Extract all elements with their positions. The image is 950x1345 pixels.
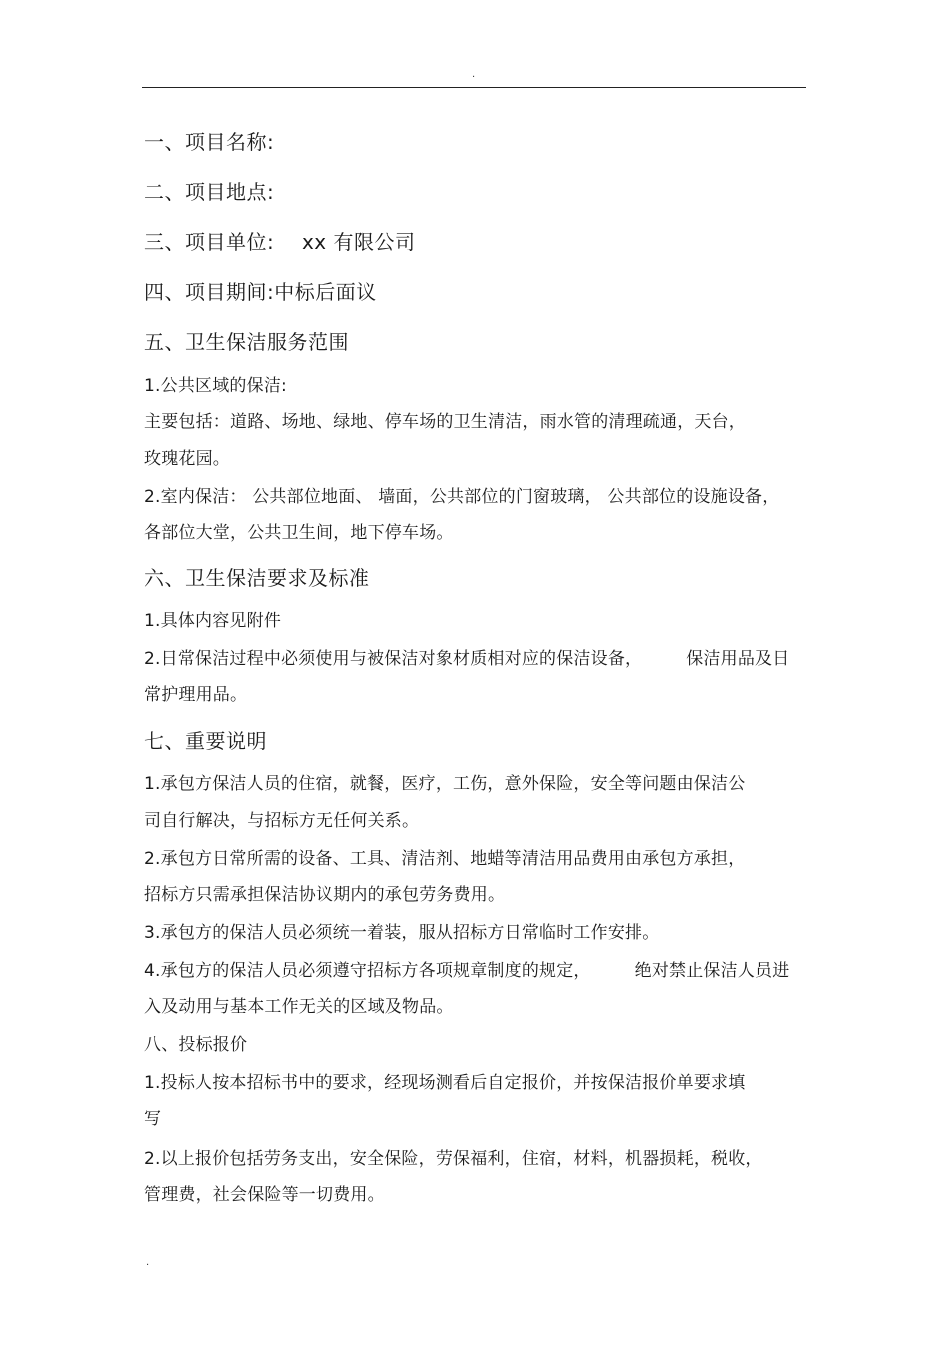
section-4-value: 中标后面议 <box>274 280 377 304</box>
footer-mark: . <box>146 1257 150 1268</box>
section-7-title: 七、重要说明 <box>144 729 267 753</box>
section-5-p1-line2: 玫瑰花园。 <box>144 449 230 469</box>
section-6-p1: 1.具体内容见附件 <box>144 611 282 631</box>
section-7-p4-line2: 入及动用与基本工作无关的区域及物品。 <box>144 997 454 1017</box>
section-6-title: 六、卫生保洁要求及标准 <box>144 566 370 590</box>
section-8-p2-line2: 管理费，社会保险等一切费用。 <box>144 1185 385 1205</box>
section-6-p2-line2: 常护理用品。 <box>144 685 248 705</box>
section-5-title: 五、卫生保洁服务范围 <box>144 330 349 354</box>
section-3-title: 三、项目单位: <box>144 230 275 254</box>
section-4-title: 四、项目期间: <box>144 280 275 304</box>
section-6-p2-line1b: 保洁用品及日 <box>686 649 790 669</box>
section-5-p2-line2: 各部位大堂，公共卫生间，地下停车场。 <box>144 523 454 543</box>
section-5-p2-line1: 2.室内保洁： 公共部位地面、 墙面，公共部位的门窗玻璃， 公共部位的设施设备， <box>144 487 780 507</box>
section-7-p2-line1: 2.承包方日常所需的设备、工具、清洁剂、地蜡等清洁用品费用由承包方承担， <box>144 849 746 869</box>
section-6-p2-line1a: 2.日常保洁过程中必须使用与被保洁对象材质相对应的保洁设备， <box>144 649 643 669</box>
section-5-p1-title: 1.公共区域的保洁: <box>144 376 287 396</box>
header-rule <box>142 87 806 88</box>
section-7-p4-line1a: 4.承包方的保洁人员必须遵守招标方各项规章制度的规定， <box>144 961 591 981</box>
section-4-line <box>144 280 377 304</box>
section-7-p3: 3.承包方的保洁人员必须统一着装，服从招标方日常临时工作安排。 <box>144 923 660 943</box>
section-8-p1-line2: 写 <box>144 1109 162 1129</box>
section-5-p1-line1: 主要包括：道路、场地、绿地、停车场的卫生清洁，雨水管的清理疏通，天台， <box>144 412 746 432</box>
section-8-p1-line1: 1.投标人按本招标书中的要求，经现场测看后自定报价，并按保洁报价单要求填 <box>144 1073 746 1093</box>
section-7-p2-line2: 招标方只需承担保洁协议期内的承包劳务费用。 <box>144 885 506 905</box>
section-8-p2-line1: 2.以上报价包括劳务支出，安全保险，劳保福利，住宿，材料，机器损耗，税收， <box>144 1149 763 1169</box>
section-8-title: 八、投标报价 <box>144 1035 248 1055</box>
section-1-title: 一、项目名称: <box>144 130 275 154</box>
section-7-p1-line1: 1.承包方保洁人员的住宿，就餐，医疗，工伤，意外保险，安全等问题由保洁公 <box>144 774 746 794</box>
section-3-line <box>144 230 416 254</box>
section-7-p4-line1 <box>144 960 789 982</box>
header-mark: . <box>472 69 476 80</box>
section-7-p4-line1b: 绝对禁止保洁人员进 <box>634 961 790 981</box>
section-2-title: 二、项目地点: <box>144 180 275 204</box>
section-6-p2-line1 <box>144 648 789 670</box>
section-7-p1-line2: 司自行解决，与招标方无任何关系。 <box>144 811 420 831</box>
section-3-value: xx 有限公司 <box>301 230 416 254</box>
